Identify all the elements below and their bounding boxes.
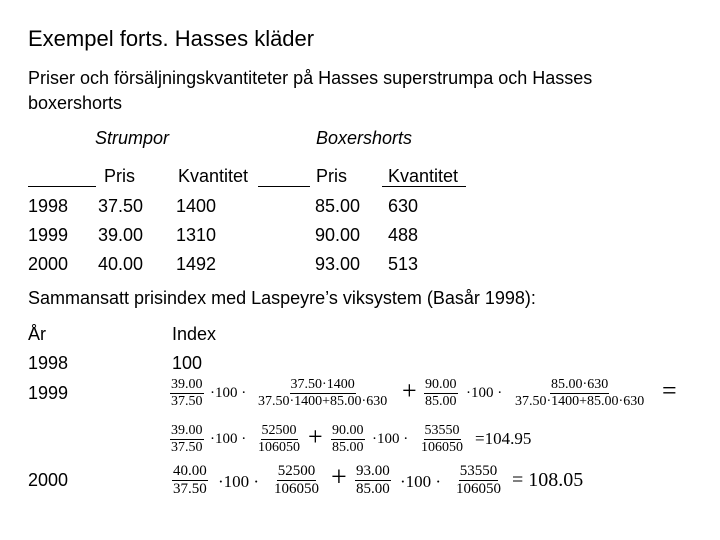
index-year-2000: 2000 bbox=[28, 470, 69, 490]
index-value-1998: 100 bbox=[172, 353, 203, 373]
fraction-weight-strumpor: $\frac{37.50\cdot 1400}{37.50\cdot 1400+85.00\cdot 630}$ bbox=[258, 377, 388, 409]
index-year-1998: 1998 bbox=[28, 353, 69, 373]
cell-boxershorts-kvantitet: 488 bbox=[388, 225, 419, 245]
row-year: 1999 bbox=[28, 225, 69, 245]
result-2000: = 108.05 bbox=[512, 469, 584, 491]
times-100-symbol: ·100 · bbox=[218, 472, 260, 491]
cell-boxershorts-kvantitet: 513 bbox=[388, 254, 419, 274]
col-header-boxershorts-pris: Pris bbox=[316, 166, 347, 186]
fraction-price-ratio-b: $\frac{93.00}{85.00}$ bbox=[356, 463, 390, 497]
fraction-price-ratio-a: $\frac{40.00}{37.50}$ bbox=[173, 463, 207, 497]
fraction-weight-boxershorts: $\frac{53550}{106050}$ bbox=[421, 423, 463, 455]
subtitle-line-2: boxershorts bbox=[28, 93, 123, 113]
index-heading: Sammansatt prisindex med Laspeyre’s viksystem (Basår 1998): bbox=[28, 288, 536, 308]
col-header-ar: År bbox=[28, 324, 46, 344]
fraction-price-ratio-b: $\frac{90.00}{85.00}$ bbox=[332, 423, 364, 455]
fraction-weight-strumpor: $\frac{52500}{106050}$ bbox=[258, 423, 300, 455]
cell-strumpor-pris: 39.00 bbox=[98, 225, 144, 245]
col-header-boxershorts-kvantitet: Kvantitet bbox=[388, 166, 459, 186]
times-100-symbol: ·100 · bbox=[210, 385, 247, 401]
cell-strumpor-pris: 40.00 bbox=[98, 254, 144, 274]
subtitle-line-1: Priser och försäljningskvantiteter på Hasses superstrumpa och Hasses bbox=[28, 68, 593, 88]
row-year: 2000 bbox=[28, 254, 69, 274]
times-100-symbol: ·100 · bbox=[400, 472, 442, 491]
fraction-weight-boxershorts: $\frac{85.00\cdot 630}{37.50\cdot 1400+85.00\cdot 630}$ bbox=[515, 377, 645, 409]
result-1999: =104.95 bbox=[475, 429, 532, 448]
plus-sign: + bbox=[402, 376, 417, 405]
equals-sign: = bbox=[662, 376, 677, 405]
plus-sign: + bbox=[308, 422, 323, 451]
plus-sign: + bbox=[331, 462, 347, 493]
group-header-strumpor: Strumpor bbox=[95, 128, 170, 148]
times-100-symbol: ·100 · bbox=[466, 385, 503, 401]
times-100-symbol: ·100 · bbox=[372, 431, 409, 447]
col-header-strumpor-kvantitet: Kvantitet bbox=[178, 166, 249, 186]
fraction-price-ratio-a: $\frac{39.00}{37.50}$ bbox=[171, 377, 203, 409]
fraction-weight-boxershorts: $\frac{53550}{106050}$ bbox=[456, 463, 501, 497]
index-year-1999: 1999 bbox=[28, 383, 69, 403]
row-year: 1998 bbox=[28, 196, 69, 216]
header-rule-middle bbox=[258, 186, 310, 187]
cell-strumpor-pris: 37.50 bbox=[98, 196, 144, 216]
group-header-boxershorts: Boxershorts bbox=[316, 128, 413, 148]
fraction-price-ratio-b: $\frac{90.00}{85.00}$ bbox=[425, 377, 457, 409]
cell-strumpor-kvantitet: 1310 bbox=[176, 225, 217, 245]
header-rule-left bbox=[28, 186, 96, 187]
page-title: Exempel forts. Hasses kläder bbox=[28, 26, 315, 51]
col-header-strumpor-pris: Pris bbox=[104, 166, 135, 186]
cell-boxershorts-pris: 85.00 bbox=[315, 196, 361, 216]
col-header-index: Index bbox=[172, 324, 217, 344]
cell-strumpor-kvantitet: 1400 bbox=[176, 196, 217, 216]
cell-strumpor-kvantitet: 1492 bbox=[176, 254, 217, 274]
times-100-symbol: ·100 · bbox=[210, 431, 247, 447]
cell-boxershorts-pris: 90.00 bbox=[315, 225, 361, 245]
cell-boxershorts-pris: 93.00 bbox=[315, 254, 361, 274]
fraction-price-ratio-a: $\frac{39.00}{37.50}$ bbox=[171, 423, 203, 455]
cell-boxershorts-kvantitet: 630 bbox=[388, 196, 419, 216]
fraction-weight-strumpor: $\frac{52500}{106050}$ bbox=[274, 463, 319, 497]
